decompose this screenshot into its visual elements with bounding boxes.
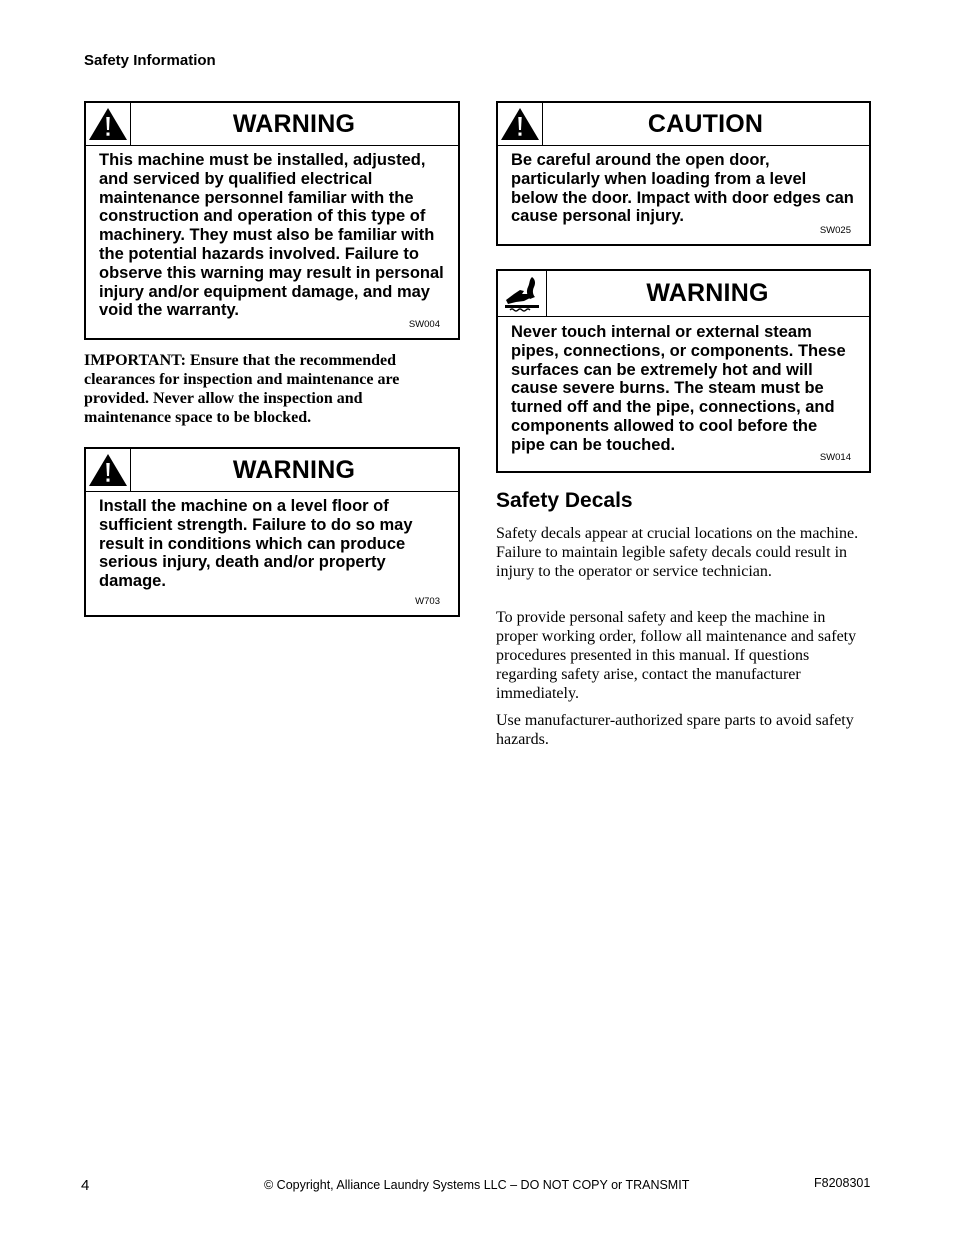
caution-title: CAUTION — [647, 109, 764, 138]
caution-header — [498, 103, 869, 146]
warning-code: SW014 — [819, 452, 851, 463]
warning-triangle-icon — [86, 449, 131, 491]
paragraph: Use manufacturer-authorized spare parts to avoid safety hazards. — [496, 712, 854, 748]
section-title: Safety Information — [84, 52, 216, 69]
document-number: F8208301 — [814, 1176, 871, 1190]
caution-text: Be careful around the open door, particularly when loading from a level below the door. Impact with door edges can cause personal injury. — [511, 151, 854, 226]
warning-text: Never touch internal or external steam pipes, connections, or components. These surfaces can be extremely hot and will cause severe burns. The steam must be turned off and the pipe, connections, and components allowed to cool before the pipe can be touched. — [511, 323, 846, 454]
important-note: IMPORTANT: Ensure that the recommended clearances for inspection and maintenance are provided. Never allow the inspection and maintenance space to be blocked. — [84, 352, 400, 426]
paragraph: Safety decals appear at crucial locations on the machine. Failure to maintain legible safety decals could result in injury to the operator or service technician. — [496, 525, 859, 580]
warning-text: Install the machine on a level floor of sufficient strength. Failure to do so may result in conditions which can produce serious injury, death and/or property damage. — [99, 497, 413, 591]
copyright-notice: © Copyright, Alliance Laundry Systems LLC – DO NOT COPY or TRANSMIT — [264, 1178, 690, 1192]
warning-header — [86, 449, 458, 492]
page-number: 4 — [81, 1177, 90, 1194]
warning-title: WARNING — [232, 455, 356, 484]
warning-box-level-floor — [84, 447, 460, 617]
warning-code: W703 — [415, 596, 440, 607]
warning-box-installation — [84, 101, 460, 340]
hot-surface-burn-icon — [498, 271, 547, 316]
caution-code: SW025 — [819, 225, 851, 236]
warning-code: SW004 — [408, 319, 440, 330]
safety-decals-heading: Safety Decals — [496, 489, 633, 512]
warning-triangle-icon — [86, 103, 131, 145]
warning-triangle-icon — [498, 103, 543, 145]
warning-header — [498, 271, 869, 317]
warning-box-steam — [496, 269, 871, 473]
paragraph: To provide personal safety and keep the machine in proper working order, follow all maintenance and safety procedures presented in this manual. If questions regarding safety arise, contact the manufacturer immediately. — [496, 609, 857, 702]
warning-text: This machine must be installed, adjusted, and serviced by qualified electrical maintenance personnel familiar with the construction and operation of this type of machinery. They must also be familiar with the potential hazards involved. Failure to observe this warning may result in personal injury and/or equipment damage, and may void the warranty. — [99, 151, 444, 320]
warning-header — [86, 103, 458, 146]
warning-title: WARNING — [232, 109, 356, 138]
caution-box-door — [496, 101, 871, 246]
warning-title: WARNING — [646, 279, 769, 307]
